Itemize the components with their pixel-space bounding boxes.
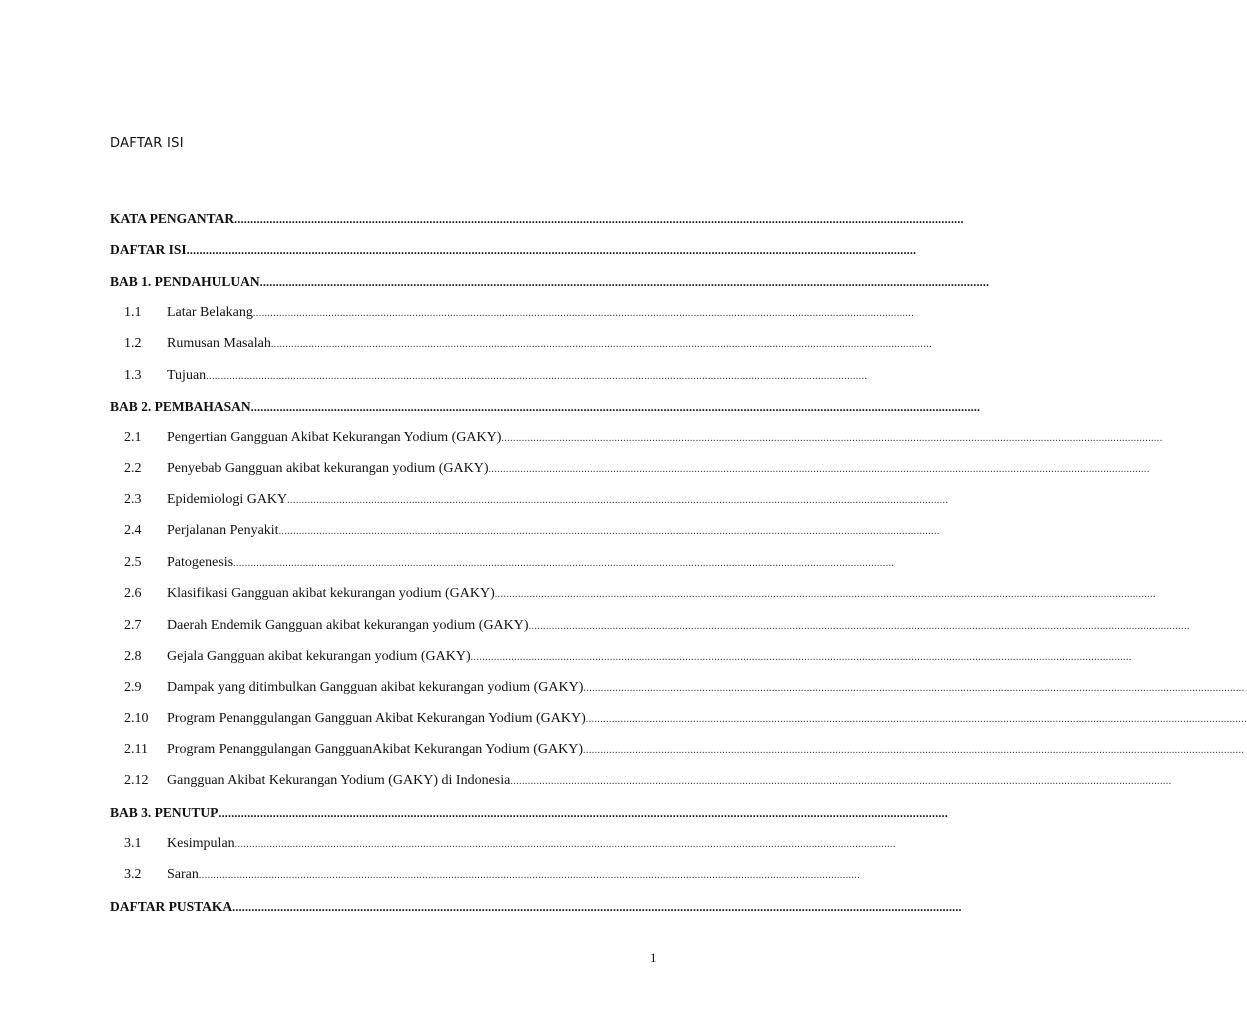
toc-entry-3-1[interactable] xyxy=(124,835,896,853)
toc-leader: .................................................................................................................................................................................................................................... xyxy=(234,212,964,226)
toc-entry-title: Dampak yang ditimbulkan Gangguan akibat kekurangan yodium (GAKY) xyxy=(167,680,584,695)
toc-entry-2-12[interactable] xyxy=(124,772,1172,790)
toc-entry-2-7[interactable] xyxy=(124,617,1190,635)
toc-entry-2-1[interactable] xyxy=(124,429,1163,447)
toc-entry-2-10[interactable] xyxy=(124,710,1247,728)
toc-entry-number: 2.9 xyxy=(124,680,142,695)
toc-entry-2-4[interactable] xyxy=(124,522,940,540)
toc-entry-title: Saran xyxy=(167,867,199,882)
toc-entry-title: BAB 1. PENDAHULUAN xyxy=(110,274,260,289)
toc-entry-title: Tujuan xyxy=(167,368,207,383)
toc-leader: .................................................................................................................................................................................................................................... xyxy=(270,339,933,350)
toc-entry-title: Gangguan Akibat Kekurangan Yodium (GAKY) di Indonesia xyxy=(167,773,511,788)
toc-entry-daftar-pustaka[interactable] xyxy=(110,898,962,916)
toc-entry-number: 2.7 xyxy=(124,618,142,633)
toc-entry-title: Rumusan Masalah xyxy=(167,336,271,351)
toc-leader: .................................................................................................................................................................................................................................... xyxy=(585,714,1247,725)
toc-leader: .................................................................................................................................................................................................................................... xyxy=(501,433,1163,444)
toc-entry-number: 3.1 xyxy=(124,836,142,851)
toc-entry-title: BAB 2. PEMBAHASAN xyxy=(110,399,251,414)
toc-entry-2-2[interactable] xyxy=(124,460,1150,478)
toc-entry-title: Program Penanggulangan GangguanAkibat Kekurangan Yodium (GAKY) xyxy=(167,742,584,757)
toc-leader: .................................................................................................................................................................................................................................... xyxy=(218,806,948,820)
toc-leader: .................................................................................................................................................................................................................................... xyxy=(494,589,1156,600)
toc-entry-title: Daerah Endemik Gangguan akibat kekurangan yodium (GAKY) xyxy=(167,618,529,633)
toc-entry-number: 2.6 xyxy=(124,586,142,601)
toc-leader: .................................................................................................................................................................................................................................... xyxy=(488,464,1150,475)
toc-entry-title: Penyebab Gangguan akibat kekurangan yodium (GAKY) xyxy=(167,461,489,476)
toc-entry-daftar-isi[interactable] xyxy=(110,241,917,259)
toc-entry-number: 2.2 xyxy=(124,461,142,476)
toc-entry-number: 2.1 xyxy=(124,430,142,445)
toc-leader: .................................................................................................................................................................................................................................... xyxy=(232,900,962,914)
toc-entry-title: Pengertian Gangguan Akibat Kekurangan Yodium (GAKY) xyxy=(167,430,502,445)
toc-entry-number: 1.1 xyxy=(124,305,142,320)
toc-entry-title: KATA PENGANTAR xyxy=(110,211,235,226)
toc-leader: .................................................................................................................................................................................................................................... xyxy=(233,558,895,569)
toc-entry-title: Gejala Gangguan akibat kekurangan yodium (GAKY) xyxy=(167,649,471,664)
toc-leader: .................................................................................................................................................................................................................................... xyxy=(252,308,915,319)
toc-entry-bab-2[interactable] xyxy=(110,398,981,416)
toc-entry-number: 2.4 xyxy=(124,523,142,538)
toc-leader: .................................................................................................................................................................................................................................... xyxy=(206,371,868,382)
toc-entry-2-9[interactable] xyxy=(124,679,1245,697)
toc-entry-2-6[interactable] xyxy=(124,585,1156,603)
toc-leader: .................................................................................................................................................................................................................................... xyxy=(470,652,1132,663)
toc-leader: .................................................................................................................................................................................................................................... xyxy=(198,870,861,881)
toc-entry-number: 2.5 xyxy=(124,555,142,570)
toc-entry-title: DAFTAR PUSTAKA xyxy=(110,899,233,914)
toc-entry-number: 2.10 xyxy=(124,711,149,726)
toc-entry-1-1[interactable] xyxy=(124,304,915,322)
toc-entry-number: 2.8 xyxy=(124,649,142,664)
page-number: 1 xyxy=(650,950,657,965)
toc-leader: .................................................................................................................................................................................................................................... xyxy=(583,683,1245,694)
toc-entry-2-3[interactable] xyxy=(124,491,949,509)
toc-entry-number: 1.2 xyxy=(124,336,142,351)
toc-leader: .................................................................................................................................................................................................................................... xyxy=(510,776,1172,787)
toc-leader: .................................................................................................................................................................................................................................... xyxy=(259,275,990,289)
toc-entry-2-11[interactable] xyxy=(124,741,1245,759)
toc-entry-number: 1.3 xyxy=(124,368,142,383)
toc-leader: .................................................................................................................................................................................................................................... xyxy=(234,839,896,850)
toc-entry-title: DAFTAR ISI xyxy=(110,242,187,257)
toc-entry-number: 2.3 xyxy=(124,492,142,507)
toc-entry-title: Perjalanan Penyakit xyxy=(167,523,279,538)
toc-entry-3-2[interactable] xyxy=(124,866,861,884)
toc-entry-number: 3.2 xyxy=(124,867,142,882)
toc-leader: .................................................................................................................................................................................................................................... xyxy=(250,400,981,414)
toc-leader: .................................................................................................................................................................................................................................... xyxy=(186,243,917,257)
toc-entry-title: Patogenesis xyxy=(167,555,234,570)
toc-leader: .................................................................................................................................................................................................................................... xyxy=(287,495,949,506)
toc-entry-1-3[interactable] xyxy=(124,367,868,385)
toc-entry-kata-pengantar[interactable] xyxy=(110,210,964,228)
toc-entry-bab-1[interactable] xyxy=(110,273,990,291)
toc-entry-title: BAB 3. PENUTUP xyxy=(110,805,219,820)
toc-entry-title: Kesimpulan xyxy=(167,836,235,851)
toc-leader: .................................................................................................................................................................................................................................... xyxy=(528,621,1190,632)
toc-entry-1-2[interactable] xyxy=(124,335,933,353)
toc-leader: .................................................................................................................................................................................................................................... xyxy=(583,745,1245,756)
page-title: DAFTAR ISI xyxy=(110,136,184,151)
toc-entry-title: Epidemiologi GAKY xyxy=(167,492,288,507)
toc-entry-number: 2.11 xyxy=(124,742,148,757)
toc-entry-2-8[interactable] xyxy=(124,648,1132,666)
toc-entry-title: Program Penanggulangan Gangguan Akibat Kekurangan Yodium (GAKY) xyxy=(167,711,586,726)
toc-leader: .................................................................................................................................................................................................................................... xyxy=(278,526,940,537)
toc-entry-bab-3[interactable] xyxy=(110,804,948,822)
toc-entry-title: Klasifikasi Gangguan akibat kekurangan yodium (GAKY) xyxy=(167,586,495,601)
toc-entry-title: Latar Belakang xyxy=(167,305,253,320)
toc-entry-number: 2.12 xyxy=(124,773,149,788)
toc-entry-2-5[interactable] xyxy=(124,554,895,572)
